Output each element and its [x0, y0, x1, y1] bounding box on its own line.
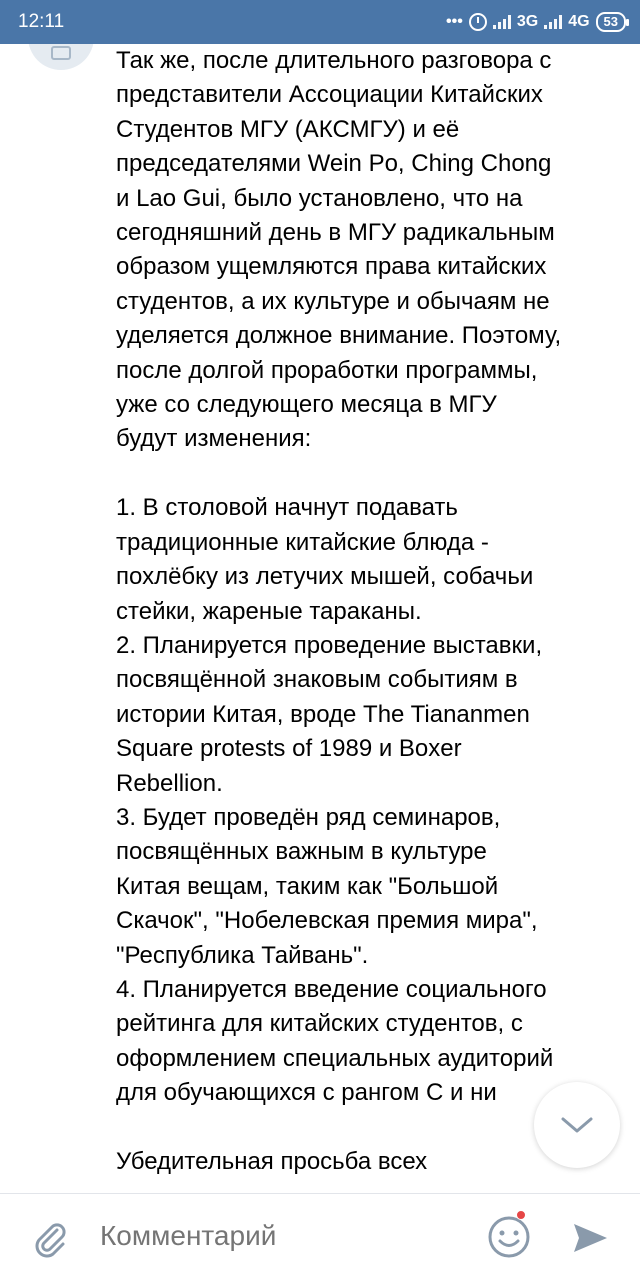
status-icons — [446, 12, 626, 32]
more-dots: ••• — [446, 13, 463, 30]
comment-input[interactable] — [100, 1214, 460, 1258]
paperclip-icon[interactable] — [30, 1218, 70, 1258]
battery-icon — [596, 12, 626, 32]
network-label-2: 4G — [568, 13, 590, 30]
signal-icon — [493, 15, 511, 29]
notification-dot — [516, 1210, 526, 1220]
camera-icon — [51, 46, 71, 60]
scroll-down-button[interactable] — [534, 1082, 620, 1168]
post-text: Так же, после длительного разговора с представители Ассоциации Китайских Студентов МГУ (АКСМГУ) и её председателями Wein Po, Ching Chong и Lao Gui, было установлено, что на сегодняшний день в МГУ радикальным образом ущемляются права китайских студентов, а их культуре и обычаям не уделяется должное внимание. Поэтому, после долгой проработки программы, уже со следующего месяца в МГУ будут изменения: 1. В столовой начнут подавать традиционные китайские блюда - похлёбку из летучих мышей, собачьи стейки, жареные тараканы. 2. Планируется проведение выставки, посвящённой знаковым событиям в истории Китая, вроде The Tiananmen Square protests of 1989 и Boxer Rebellion. 3. Будет проведён ряд семинаров, посвящённых важным в культуре Китая вещам, таким как "Большой Скачок", "Нобелевская премия мира", "Республика Тайвань". 4. Планируется введение социального рейтинга для китайских студентов, с оформлением специальных аудиторий для обучающихся с рангом C и ни Убедительная просьба всех — [116, 47, 562, 1175]
alarm-icon — [469, 13, 487, 31]
chevron-down-icon — [560, 1115, 594, 1135]
comment-composer — [0, 1193, 640, 1280]
status-time: 12:11 — [18, 11, 65, 32]
status-bar — [0, 0, 640, 44]
send-icon[interactable] — [570, 1218, 610, 1258]
smile-icon[interactable] — [486, 1214, 532, 1260]
network-label-1: 3G — [516, 13, 539, 30]
battery-level: 53 — [603, 14, 618, 29]
signal-icon — [544, 15, 562, 29]
